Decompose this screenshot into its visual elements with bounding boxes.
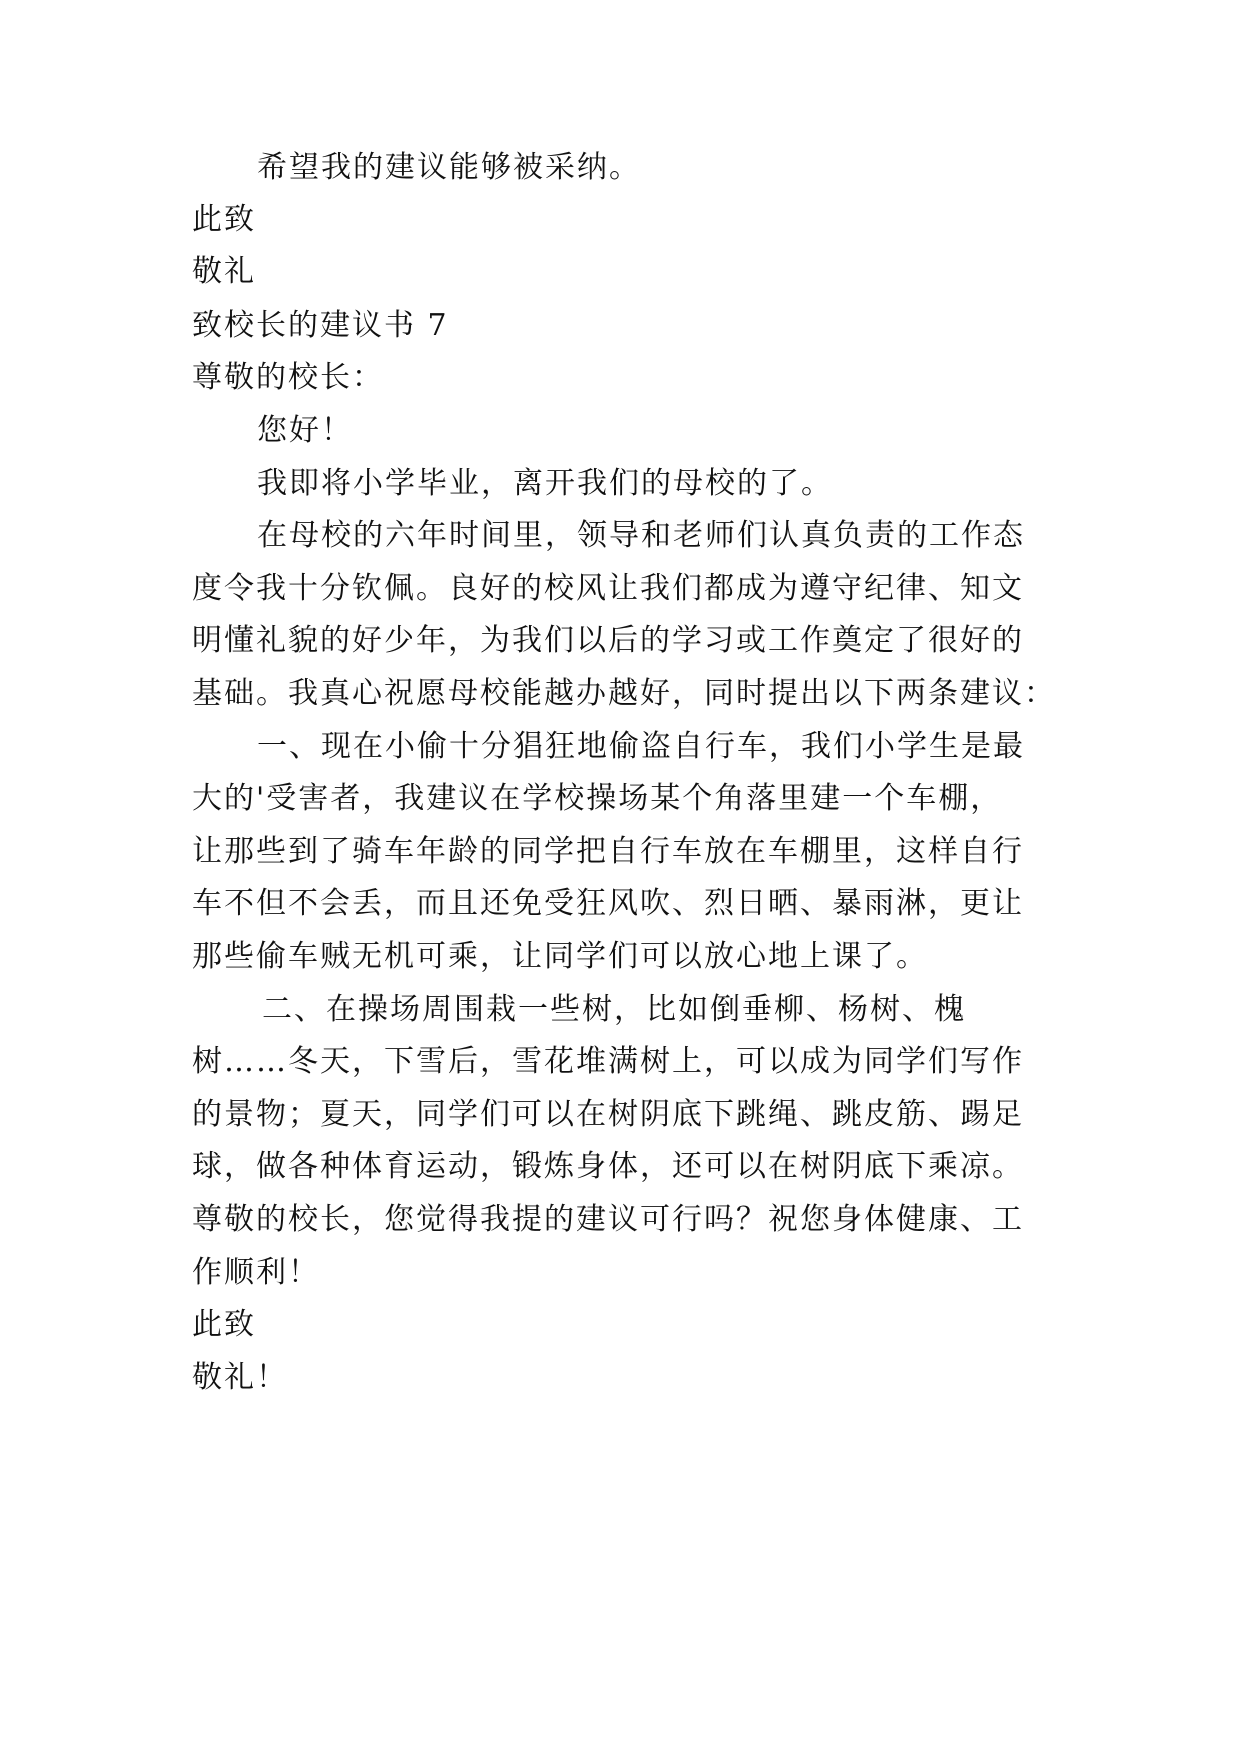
paragraph-line: 在母校的六年时间里，领导和老师们认真负责的工作态 [257, 518, 1025, 553]
section-title: 致校长的建议书 7 [192, 308, 449, 343]
salutation-cizhi-2: 此致 [192, 1307, 256, 1342]
paragraph-line: 度令我十分钦佩。良好的校风让我们都成为遵守纪律、知文 [192, 571, 1024, 606]
paragraph-line: 球，做各种体育运动，锻炼身体，还可以在树阴底下乘凉。 [192, 1149, 1024, 1184]
salutation-cizhi: 此致 [192, 202, 256, 237]
paragraph-line: 那些偷车贼无机可乘，让同学们可以放心地上课了。 [192, 939, 928, 974]
greeting-hello: 您好！ [257, 413, 353, 448]
paragraph-line: 二、在操场周围栽一些树，比如倒垂柳、杨树、槐 [262, 992, 966, 1027]
greeting-recipient: 尊敬的校长： [192, 360, 384, 395]
salutation-jingli-2: 敬礼！ [192, 1360, 288, 1395]
paragraph-line: 让那些到了骑车年龄的同学把自行车放在车棚里，这样自行 [192, 834, 1024, 869]
paragraph-line: 大的'受害者，我建议在学校操场某个角落里建一个车棚， [192, 781, 1003, 816]
salutation-jingli: 敬礼 [192, 254, 256, 289]
paragraph-line: 我即将小学毕业，离开我们的母校的了。 [257, 466, 833, 501]
paragraph-line: 基础。我真心祝愿母校能越办越好，同时提出以下两条建议： [192, 676, 1056, 711]
paragraph-line: 尊敬的校长，您觉得我提的建议可行吗？祝您身体健康、工 [192, 1202, 1024, 1237]
paragraph-line: 车不但不会丢，而且还免受狂风吹、烈日晒、暴雨淋，更让 [192, 886, 1024, 921]
closing-hope-line: 希望我的建议能够被采纳。 [257, 150, 641, 185]
paragraph-line: 一、现在小偷十分猖狂地偷盗自行车，我们小学生是最 [257, 729, 1025, 764]
paragraph-line: 明懂礼貌的好少年，为我们以后的学习或工作奠定了很好的 [192, 623, 1024, 658]
paragraph-line: 的景物；夏天，同学们可以在树阴底下跳绳、跳皮筋、踢足 [192, 1097, 1024, 1132]
paragraph-line: 树……冬天，下雪后，雪花堆满树上，可以成为同学们写作 [192, 1044, 1024, 1079]
paragraph-line: 作顺利！ [192, 1255, 320, 1290]
